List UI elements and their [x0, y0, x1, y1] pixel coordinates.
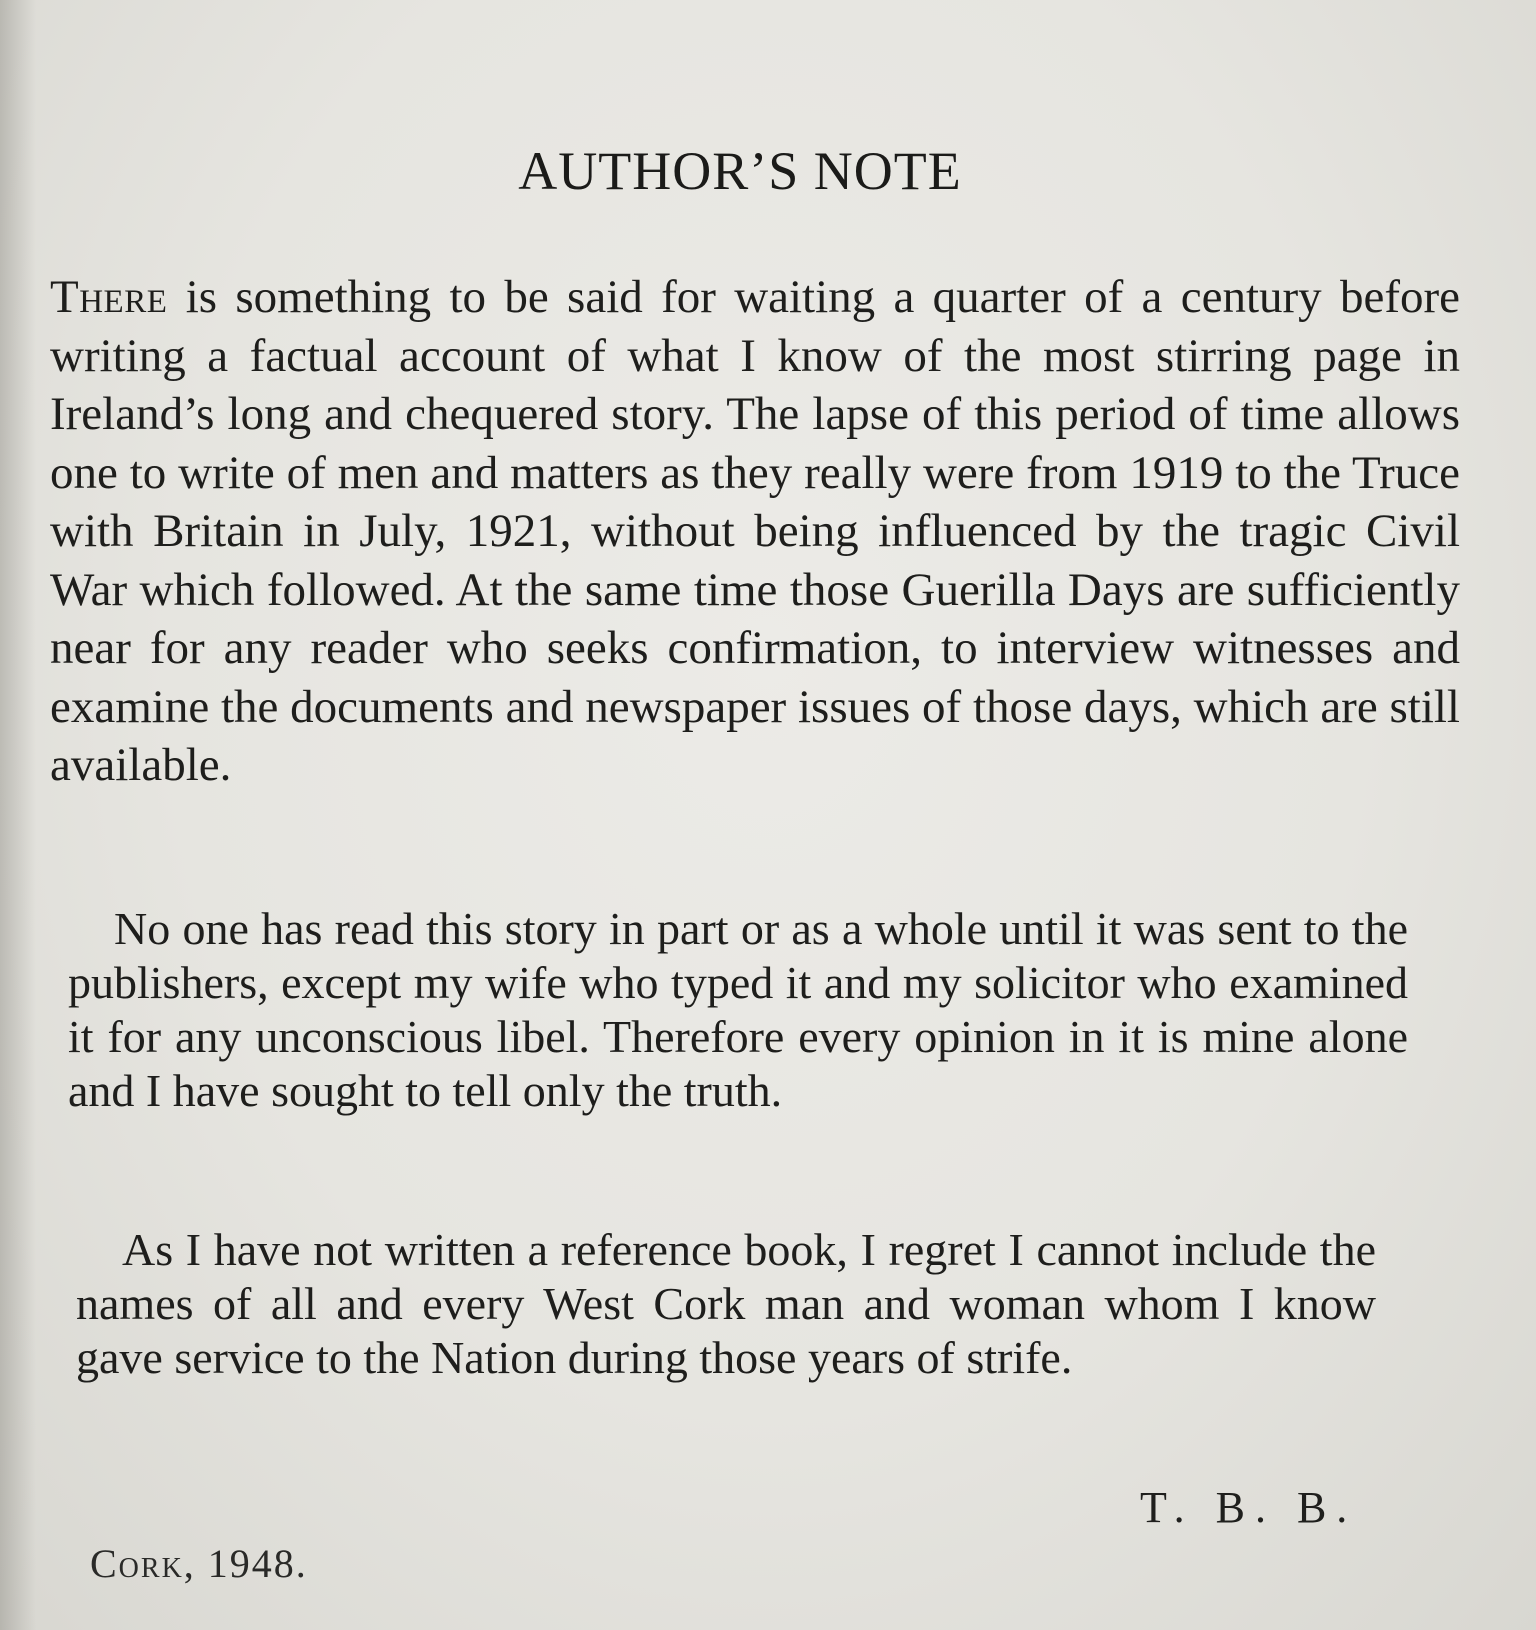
place-year: , 1948.: [183, 1541, 308, 1586]
place-name: Cork: [90, 1541, 184, 1586]
paragraph-3-text: As I have not written a reference book, I regret I cannot include the names of all and every West Cork man and woman whom I know gave service to the Nation during those years of strife.: [76, 1224, 1376, 1383]
author-initials: T. B. B.: [1140, 1483, 1358, 1532]
paragraph-1-lead-word: There: [50, 271, 168, 323]
paragraph-1-text: is something to be said for waiting a quarter of a century before writing a factual account of what I know of the most stirring page in Ireland’s long and chequered story. The lapse of this period of time allows one to write of men and matters as they really were from 1919 to the Truce with Britain in July, 1921, without being influenced by the tragic Civil War which followed. At the same time those Guerilla Days are sufficiently near for any reader who seeks confirmation, to interview witnesses and examine the documents and newspaper issues of those days, which are still available.: [50, 271, 1460, 791]
page-gutter-shadow: [0, 0, 36, 1630]
paragraph-2: [68, 902, 1408, 1118]
paragraph-2-text: No one has read this story in part or as a whole until it was sent to the publishers, except my wife who typed it and my solicitor who examined it for any unconscious libel. Therefore every opinion in it is mine alone and I have sought to tell only the truth.: [68, 903, 1408, 1116]
place-and-date: [90, 1540, 308, 1587]
paragraph-3: [76, 1223, 1376, 1385]
page-title: AUTHOR’S NOTE: [518, 141, 962, 201]
paragraph-1: [50, 268, 1460, 795]
